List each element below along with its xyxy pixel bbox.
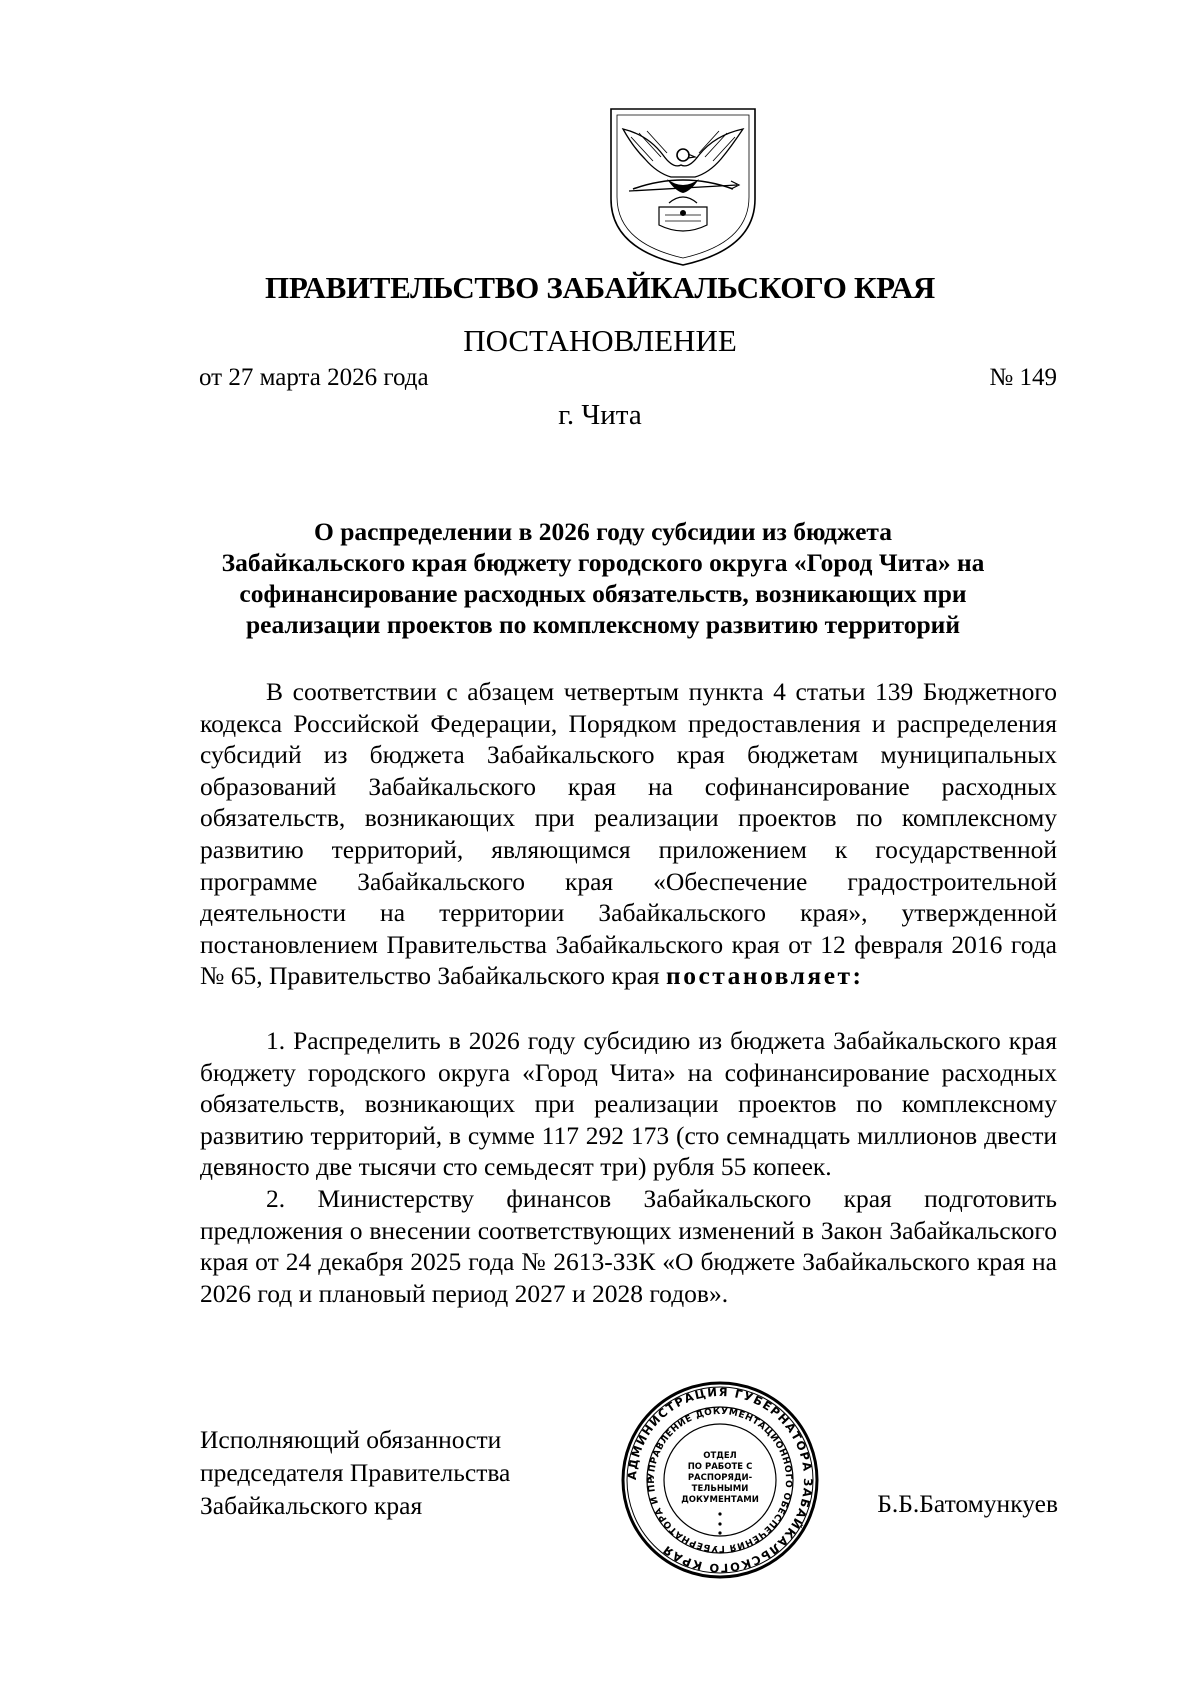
signatory-title-line: Забайкальского края — [200, 1491, 423, 1520]
official-seal-icon — [620, 1380, 820, 1580]
seal-center-line: ПО РАБОТЕ С — [687, 1462, 753, 1472]
document-type: ПОСТАНОВЛЕНИЕ — [463, 323, 737, 358]
signatory-title-line: председателя Правительства — [200, 1458, 511, 1487]
document-number: № 149 — [989, 364, 1057, 391]
signatory-title-line: Исполняющий обязанности — [200, 1425, 502, 1454]
seal-center-line: ТЕЛЬНЫМИ — [691, 1484, 749, 1494]
document-date: от 27 марта 2026 года — [199, 364, 429, 391]
subject-line: Забайкальского края бюджету городского округа «Город Чита» на — [221, 548, 985, 577]
coat-of-arms-icon — [603, 107, 763, 267]
seal-outer-text: АДМИНИСТРАЦИЯ ГУБЕРНАТОРА ЗАБАЙКАЛЬСКОГО КРАЯ — [624, 1384, 816, 1576]
preamble-text: В соответствии с абзацем четвертым пункта 4 статьи 139 Бюджетного кодекса Российской Федерации, Порядком предоставления и распределения субсидий из бюджета Забайкальского края бюджетам муниципальных образований Забайкальского края на софинансирование расходных обязательств, возникающих при реализации проектов по комплексному развитию территорий, являющимся приложением к государственной программе Забайкальского края «Обеспечение градостроительной деятельности на территории Забайкальского края», утвержденной постановлением Правительства Забайкальского края от 12 февраля 2016 года № 65, Правительство Забайкальского края — [200, 677, 1057, 991]
resolution-items — [200, 1025, 1057, 1309]
document-city: г. Чита — [558, 399, 642, 431]
organization-title: ПРАВИТЕЛЬСТВО ЗАБАЙКАЛЬСКОГО КРАЯ — [265, 270, 935, 305]
seal-center-line: ОТДЕЛ — [703, 1451, 737, 1461]
subject-line: софинансирование расходных обязательств, возникающих при — [239, 579, 967, 608]
document-subject — [200, 516, 1006, 640]
resolves-word: постановляет: — [666, 961, 864, 991]
seal-center-line: ДОКУМЕНТАМИ — [681, 1495, 759, 1505]
seal-inner-text: УПРАВЛЕНИЕ ДОКУМЕНТАЦИОННОГО ОБЕСПЕЧЕНИЯ ГУБЕРНАТОРА И ПР — [646, 1406, 794, 1554]
subject-line: О распределении в 2026 году субсидии из бюджета — [314, 517, 892, 546]
preamble-paragraph — [200, 676, 1057, 992]
signatory-name: Б.Б.Батомункуев — [877, 1489, 1058, 1518]
signatory-title — [200, 1423, 510, 1522]
seal-center-line: РАСПОРЯДИ- — [687, 1473, 753, 1483]
resolution-item-2: 2. Министерству финансов Забайкальского края подготовить предложения о внесении соответствующих изменений в Закон Забайкальского края от 24 декабря 2025 года № 2613-ЗЗК «О бюджете Забайкальского края на 2026 год и плановый период 2027 и 2028 годов». — [200, 1183, 1057, 1308]
subject-line: реализации проектов по комплексному развитию территорий — [245, 610, 961, 639]
resolution-item-1: 1. Распределить в 2026 году субсидию из бюджета Забайкальского края бюджету городского округа «Город Чита» на софинансирование расходных обязательств, возникающих при реализации проектов по комплексному развитию территорий, в сумме 117 292 173 (сто семнадцать миллионов двести девяносто две тысячи сто семьдесят три) рубля 55 копеек. — [200, 1026, 1057, 1182]
